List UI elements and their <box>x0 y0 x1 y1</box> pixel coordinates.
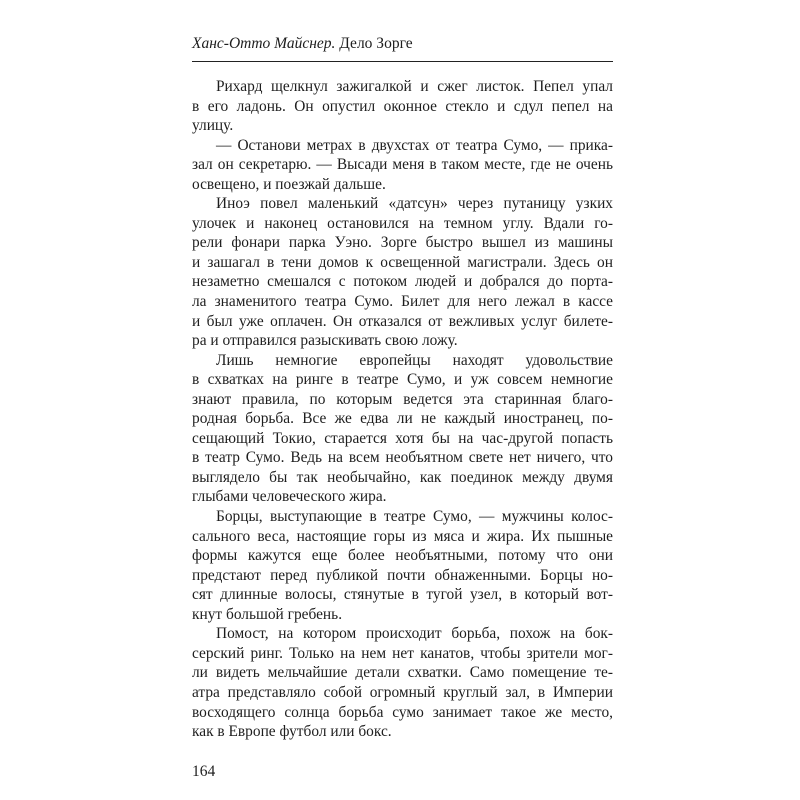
body-text <box>192 77 613 742</box>
text-line: улочек и наконец остановился на темном углу. Вдали го- <box>192 214 613 232</box>
text-line: глыбами человеческого жира. <box>192 488 387 506</box>
text-line: кнут большой гребень. <box>192 605 343 623</box>
text-line: и был уже оплачен. Он отказался от вежливых услуг билете- <box>192 312 613 330</box>
text-line: — Останови метрах в двухстах от театра Сумо, — прика- <box>216 136 613 154</box>
text-line: Борцы, выступающие в театре Сумо, — мужчины колос- <box>216 508 613 526</box>
text-line: ла знаменитого театра Сумо. Билет для него лежал в кассе <box>192 293 613 311</box>
header-rule <box>192 61 613 62</box>
text-line: незаметно смешался с потоком людей и добрался до порта- <box>192 273 613 291</box>
paragraph <box>192 351 613 507</box>
text-line: сального веса, настоящие горы из мяса и жира. Их пышные <box>192 527 613 545</box>
text-line: выглядело бы так необычайно, как поединок между двумя <box>192 468 613 486</box>
paragraph <box>192 77 613 136</box>
running-header <box>192 34 612 54</box>
text-line: атра представляло собой огромный круглый зал, в Империи <box>192 683 613 701</box>
text-line: сещающий Токио, старается хотя бы на час-другой попасть <box>192 429 613 447</box>
paragraph <box>192 624 613 741</box>
text-line: Иноэ повел маленький «датсун» через путаницу узких <box>216 195 613 213</box>
text-line: Лишь немногие европейцы находят удовольствие <box>216 351 613 369</box>
text-line: в его ладонь. Он опустил оконное стекло и сдул пепел на <box>192 97 613 115</box>
text-line: освещено, и поезжай дальше. <box>192 175 386 193</box>
text-line: восходящего солнца борьба сумо занимает такое же место, <box>192 703 613 721</box>
text-line: серский ринг. Только на нем нет канатов, чтобы зрители мог- <box>192 644 613 662</box>
text-line: в театр Сумо. Ведь на всем необъятном свете нет ничего, что <box>192 449 613 467</box>
text-line: в схватках на ринге в театре Сумо, и уж совсем немногие <box>192 371 613 389</box>
paragraph <box>192 194 613 350</box>
text-line: и зашагал в тени домов к освещенной магистрали. Здесь он <box>192 253 613 271</box>
text-line: Рихард щелкнул зажигалкой и сжег листок. Пепел упал <box>216 78 613 95</box>
text-line: улицу. <box>192 117 234 135</box>
text-line: сят длинные волосы, стянутые в тугой узел, в который вот- <box>192 586 613 604</box>
paragraph <box>192 507 613 624</box>
text-line: формы кажутся еще более необъятными, потому что они <box>192 547 613 565</box>
text-line: ли видеть мельчайшие детали схватки. Само помещение те- <box>192 664 613 682</box>
text-line: знают правила, по которым ведется эта старинная благо- <box>192 390 613 408</box>
header-author: Ханс-Отто Майснер. <box>192 35 336 52</box>
text-line: предстают перед публикой почти обнаженными. Борцы но- <box>192 566 613 584</box>
text-line: ра и отправился разыскивать свою ложу. <box>192 332 458 350</box>
paragraph <box>192 136 613 195</box>
text-line: как в Европе футбол или бокс. <box>192 723 392 741</box>
text-line: рели фонари парка Уэно. Зорге быстро вышел из машины <box>192 234 613 252</box>
page-number: 164 <box>192 763 216 780</box>
text-line: родная борьба. Все же едва ли не каждый иностранец, по- <box>192 410 613 428</box>
header-title: Дело Зорге <box>339 35 413 52</box>
text-line: зал он секретарю. — Высади меня в таком месте, где не очень <box>192 156 613 174</box>
text-line: Помост, на котором происходит борьба, похож на бок- <box>216 625 613 643</box>
